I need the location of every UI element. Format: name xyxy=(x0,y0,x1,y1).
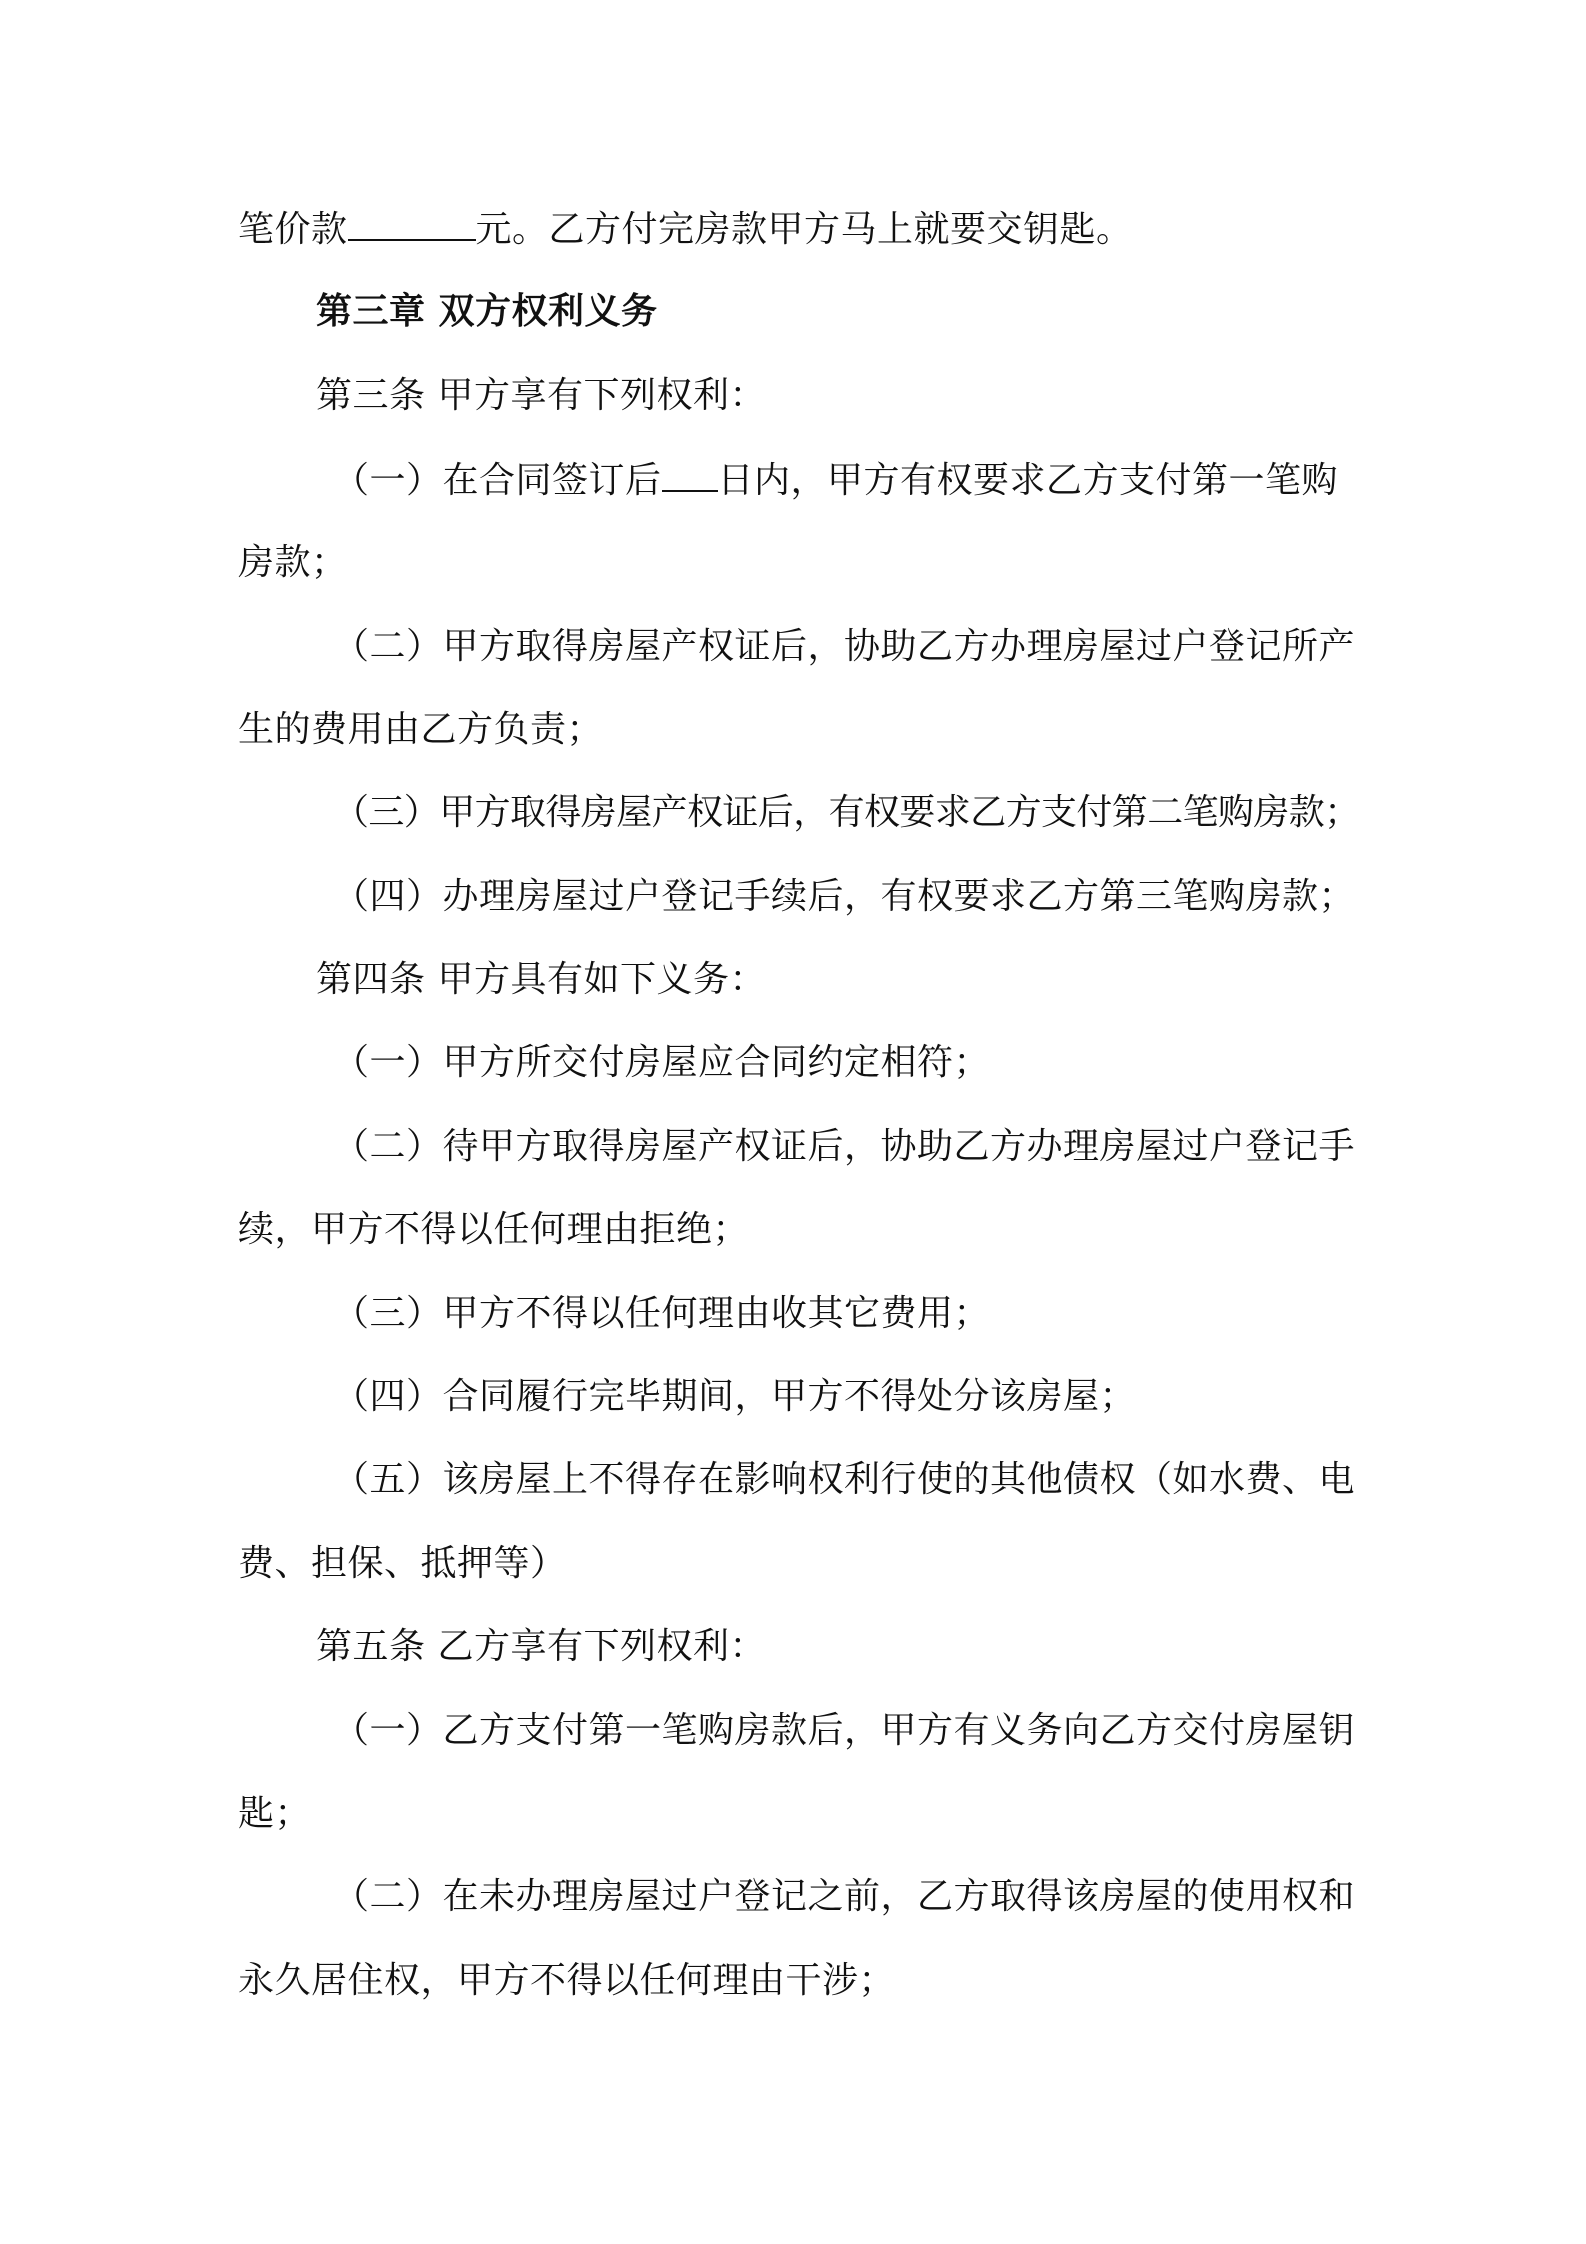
article-4-item-4: （四）合同履行完毕期间，甲方不得处分该房屋； xyxy=(333,1376,1137,1417)
article-3-item-3: （三）甲方取得房屋产权证后，有权要求乙方支付第二笔购房款； xyxy=(333,792,1360,833)
article-3-title: 第三条 甲方享有下列权利： xyxy=(316,375,766,416)
article-5-item-1-continuation: 匙； xyxy=(238,1793,312,1834)
article-3-item-1-continuation: 房款； xyxy=(238,542,348,583)
item-text-after-blank: 日内，甲方有权要求乙方支付第一笔购 xyxy=(717,460,1339,501)
text-before-blank: 笔价款 xyxy=(238,209,348,250)
article-4-item-2: （二）待甲方取得房屋产权证后，协助乙方办理房屋过户登记手 xyxy=(333,1126,1356,1167)
article-5-item-2-continuation: 永久居住权，甲方不得以任何理由干涉； xyxy=(238,1960,896,2001)
article-3-item-1 xyxy=(333,456,1338,505)
article-5-item-2: （二）在未办理房屋过户登记之前，乙方取得该房屋的使用权和 xyxy=(333,1876,1356,1917)
article-4-item-1: （一）甲方所交付房屋应合同约定相符； xyxy=(333,1042,991,1083)
paragraph-price-line xyxy=(238,205,1133,254)
article-5-title: 第五条 乙方享有下列权利： xyxy=(316,1626,766,1667)
item-text-before-blank: （一）在合同签订后 xyxy=(333,460,662,501)
chapter-heading: 第三章 双方权利义务 xyxy=(316,291,658,332)
article-3-item-2: （二）甲方取得房屋产权证后，协助乙方办理房屋过户登记所产 xyxy=(333,626,1356,667)
article-5-item-1: （一）乙方支付第一笔购房款后，甲方有义务向乙方交付房屋钥 xyxy=(333,1710,1356,1751)
text-after-blank: 元。乙方付完房款甲方马上就要交钥匙。 xyxy=(475,209,1133,250)
article-4-item-2-continuation: 续，甲方不得以任何理由拒绝； xyxy=(238,1209,750,1250)
article-3-item-4: （四）办理房屋过户登记手续后，有权要求乙方第三笔购房款； xyxy=(333,876,1356,917)
article-3-item-2-continuation: 生的费用由乙方负责； xyxy=(238,709,604,750)
article-4-title: 第四条 甲方具有如下义务： xyxy=(316,959,766,1000)
days-blank xyxy=(662,456,718,492)
article-4-item-5: （五）该房屋上不得存在影响权利行使的其他债权（如水费、电 xyxy=(333,1459,1356,1500)
article-4-item-3: （三）甲方不得以任何理由收其它费用； xyxy=(333,1293,991,1334)
article-4-item-5-continuation: 费、担保、抵押等） xyxy=(238,1543,567,1584)
price-blank xyxy=(348,205,476,241)
